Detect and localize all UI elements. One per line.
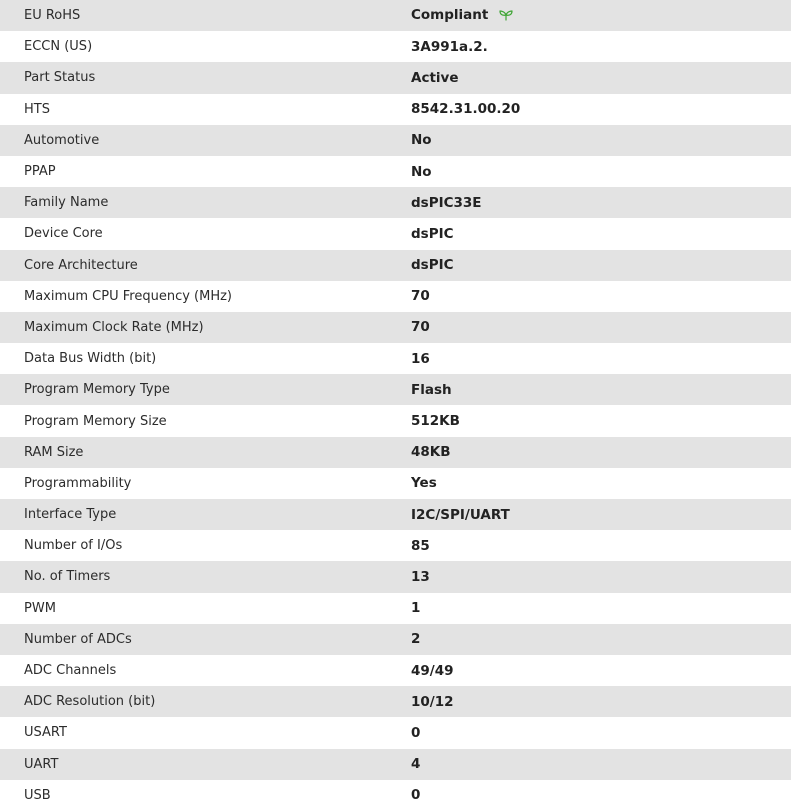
spec-value: 48KB xyxy=(411,444,451,461)
spec-row-ppap xyxy=(0,156,791,187)
spec-label: PWM xyxy=(24,600,56,616)
spec-label: No. of Timers xyxy=(24,569,111,585)
spec-row-automotive xyxy=(0,125,791,156)
leaf-icon xyxy=(499,9,513,25)
spec-value: 0 xyxy=(411,787,421,804)
spec-row-pwm xyxy=(0,593,791,624)
spec-label: Part Status xyxy=(24,70,96,86)
spec-value: 16 xyxy=(411,350,430,367)
spec-row-number-of-adcs xyxy=(0,624,791,655)
spec-label: PPAP xyxy=(24,164,56,180)
spec-row-uart xyxy=(0,749,791,780)
spec-label: Automotive xyxy=(24,132,100,148)
spec-label: Programmability xyxy=(24,475,132,491)
spec-value: Flash xyxy=(411,381,452,398)
spec-row-part-status xyxy=(0,62,791,93)
spec-value-cell xyxy=(411,0,791,31)
spec-label: Data Bus Width (bit) xyxy=(24,351,157,367)
spec-value: Active xyxy=(411,69,459,86)
spec-label: Family Name xyxy=(24,195,109,211)
spec-row-programmability xyxy=(0,468,791,499)
spec-row-max-clock-rate xyxy=(0,312,791,343)
spec-value: I2C/SPI/UART xyxy=(411,506,510,523)
spec-value: 0 xyxy=(411,724,421,741)
spec-label: EU RoHS xyxy=(24,8,81,24)
spec-row-hts xyxy=(0,94,791,125)
spec-label: Interface Type xyxy=(24,507,117,523)
spec-value: 10/12 xyxy=(411,693,454,710)
spec-value: 3A991a.2. xyxy=(411,38,488,55)
spec-row-program-memory-size xyxy=(0,405,791,436)
spec-label: ADC Channels xyxy=(24,663,117,679)
spec-label: Program Memory Type xyxy=(24,382,170,398)
spec-label: ADC Resolution (bit) xyxy=(24,694,156,710)
spec-label: USB xyxy=(24,787,51,803)
spec-row-no-of-timers xyxy=(0,561,791,592)
spec-label: Number of I/Os xyxy=(24,538,123,554)
spec-value: 4 xyxy=(411,756,421,773)
spec-row-program-memory-type xyxy=(0,374,791,405)
spec-value: 49/49 xyxy=(411,662,454,679)
spec-value: 70 xyxy=(411,319,430,336)
spec-row-device-core xyxy=(0,218,791,249)
spec-row-usart xyxy=(0,717,791,748)
spec-value: 512KB xyxy=(411,413,460,430)
spec-label: Core Architecture xyxy=(24,257,138,273)
spec-value: No xyxy=(411,163,432,180)
spec-value: 2 xyxy=(411,631,421,648)
spec-row-usb xyxy=(0,780,791,811)
spec-value: dsPIC xyxy=(411,225,454,242)
spec-value: Compliant xyxy=(411,6,489,23)
spec-label: Program Memory Size xyxy=(24,413,167,429)
spec-row-adc-resolution xyxy=(0,686,791,717)
spec-label: Number of ADCs xyxy=(24,631,132,647)
spec-row-adc-channels xyxy=(0,655,791,686)
spec-label: ECCN (US) xyxy=(24,39,93,55)
spec-row-core-architecture xyxy=(0,250,791,281)
spec-value: 13 xyxy=(411,568,430,585)
spec-label: UART xyxy=(24,756,59,772)
spec-row-number-of-ios xyxy=(0,530,791,561)
spec-value: 70 xyxy=(411,288,430,305)
spec-row-ram-size xyxy=(0,437,791,468)
spec-value: dsPIC xyxy=(411,257,454,274)
spec-value: Yes xyxy=(411,475,437,492)
spec-row-max-cpu-frequency xyxy=(0,281,791,312)
spec-label: Device Core xyxy=(24,226,103,242)
spec-row-eccn xyxy=(0,31,791,62)
spec-value: 85 xyxy=(411,537,430,554)
spec-value: 1 xyxy=(411,600,421,617)
spec-value: 8542.31.00.20 xyxy=(411,101,521,118)
spec-row-eu-rohs xyxy=(0,0,791,31)
spec-label: USART xyxy=(24,725,67,741)
spec-row-family-name xyxy=(0,187,791,218)
spec-label: RAM Size xyxy=(24,444,84,460)
spec-label: Maximum Clock Rate (MHz) xyxy=(24,319,204,335)
spec-value: dsPIC33E xyxy=(411,194,482,211)
spec-row-data-bus-width xyxy=(0,343,791,374)
spec-label: Maximum CPU Frequency (MHz) xyxy=(24,288,232,304)
spec-label: HTS xyxy=(24,101,50,117)
spec-row-interface-type xyxy=(0,499,791,530)
spec-value: No xyxy=(411,132,432,149)
